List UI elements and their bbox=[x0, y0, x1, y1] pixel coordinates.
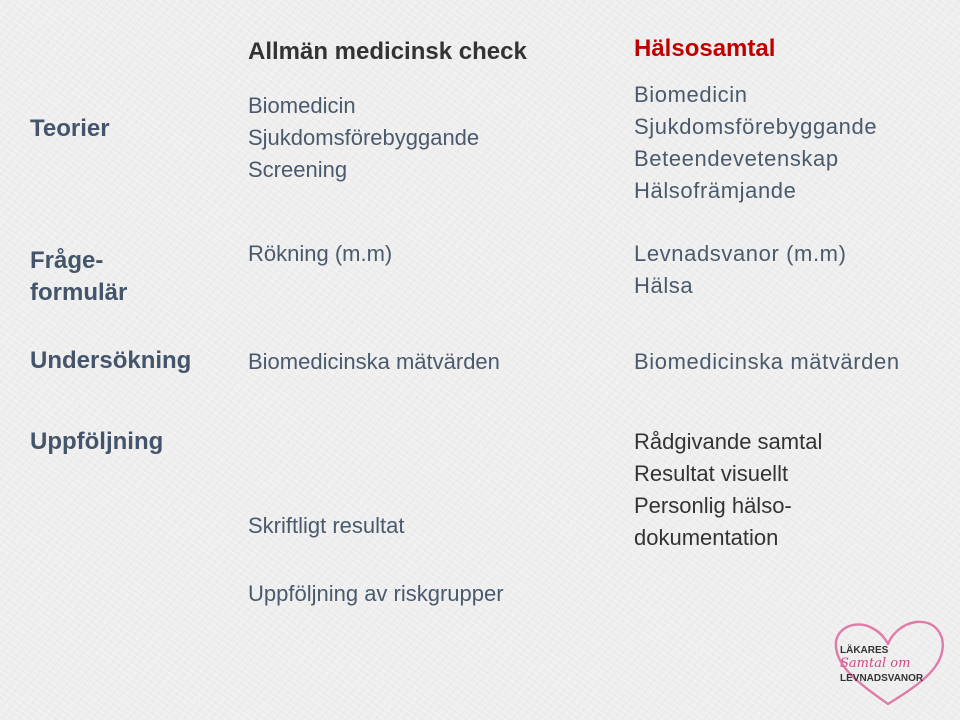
row-label-uppfoljning: Uppföljning bbox=[30, 428, 164, 455]
teorier-allman-list bbox=[248, 90, 479, 186]
teorier-halsosamtal-list bbox=[634, 79, 877, 207]
logo-text-lakares: LÄKARES bbox=[840, 645, 889, 656]
frageformular-halsosamtal-list bbox=[634, 238, 847, 302]
column-header-allman-medicinsk-check: Allmän medicinsk check bbox=[248, 38, 527, 65]
list-item: Levnadsvanor (m.m) bbox=[634, 241, 847, 266]
list-item: Sjukdomsförebyggande bbox=[634, 114, 878, 139]
list-item: Hälsofrämjande bbox=[634, 178, 797, 203]
list-item: Sjukdomsförebyggande bbox=[248, 125, 480, 150]
list-item: Personlig hälso- bbox=[634, 493, 792, 518]
row-label-frageformular bbox=[30, 245, 127, 309]
row-label-line: formulär bbox=[30, 279, 128, 306]
frageformular-allman: Rökning (m.m) bbox=[248, 241, 393, 266]
uppfoljning-skriftligt-resultat: Skriftligt resultat bbox=[248, 513, 405, 538]
list-item: Biomedicin bbox=[248, 93, 356, 118]
uppfoljning-riskgrupper: Uppföljning av riskgrupper bbox=[248, 581, 504, 606]
list-item: Biomedicin bbox=[634, 82, 748, 107]
row-label-undersokning: Undersökning bbox=[30, 347, 192, 374]
undersokning-halsosamtal: Biomedicinska mätvärden bbox=[634, 349, 900, 374]
column-header-halsosamtal: Hälsosamtal bbox=[634, 35, 776, 62]
list-item: Resultat visuellt bbox=[634, 461, 789, 486]
list-item: Hälsa bbox=[634, 273, 694, 298]
lakares-samtal-om-levnadsvanor-logo bbox=[830, 618, 948, 708]
uppfoljning-halsosamtal-list bbox=[634, 426, 822, 554]
list-item: Beteendevetenskap bbox=[634, 146, 839, 171]
list-item: dokumentation bbox=[634, 525, 779, 550]
list-item: Rådgivande samtal bbox=[634, 429, 823, 454]
undersokning-allman: Biomedicinska mätvärden bbox=[248, 349, 500, 374]
logo-text-levnadsvanor: LEVNADSVANOR bbox=[840, 673, 924, 684]
list-item: Screening bbox=[248, 157, 348, 182]
logo-text-samtal-om: Samtal om bbox=[840, 656, 911, 671]
row-label-line: Fråge- bbox=[30, 247, 104, 274]
row-label-teorier: Teorier bbox=[30, 115, 110, 142]
